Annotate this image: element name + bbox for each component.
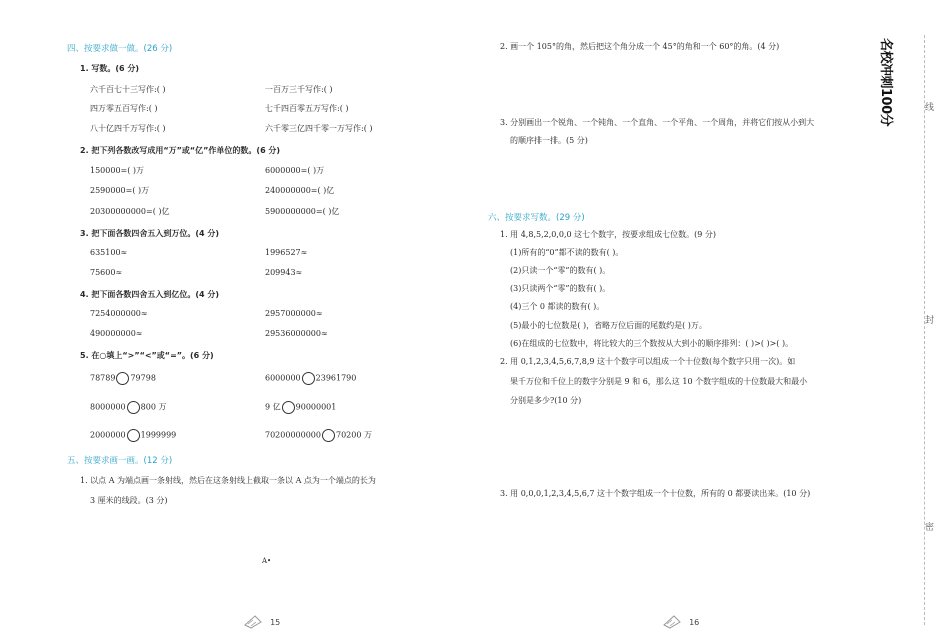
q1-item: 七千四百零五万写作:( ) (265, 104, 349, 113)
question-5-title: 5. 在○填上“>”“<”或“=”。(6 分) (80, 351, 214, 360)
q5-item (90, 401, 166, 414)
q2-item: 20300000000=( )亿 (90, 207, 170, 216)
s6q1-item: (4)三个 0 都读的数有( )。 (510, 302, 605, 311)
q2-item: 240000000=( )亿 (265, 186, 335, 195)
section-6-title: 六、按要求写数。(29 分) (488, 213, 585, 223)
q5-item (90, 429, 176, 442)
page-footer-right (662, 613, 699, 633)
question-1-title: 1. 写数。(6 分) (80, 64, 140, 73)
s5-question-1-line2: 3 厘米的线段。(3 分) (90, 496, 168, 505)
q1-item: 一百万三千写作:( ) (265, 85, 333, 94)
page-number: 15 (270, 618, 281, 627)
pencil-icon (243, 613, 265, 629)
answer-circle[interactable] (127, 429, 140, 442)
s6-question-3: 3. 用 0,0,0,1,2,3,4,5,6,7 这十个数字组成一个十位数，所有的 0 都要读出来。(10 分) (500, 489, 811, 498)
q5-item (265, 429, 372, 442)
q5-right-value: 800 万 (140, 402, 167, 412)
s6-question-2-line3: 分别是多少?(10 分) (510, 396, 582, 405)
q5-left-value: 2000000 (90, 430, 126, 440)
q4-item: 29536000000≈ (265, 329, 328, 338)
r-question-2: 2. 画一个 105°的角，然后把这个角分成一个 45°的角和一个 60°的角。(4 分) (500, 42, 780, 51)
q3-item: 75600≈ (90, 268, 123, 277)
q1-item: 六千百七十三写作:( ) (90, 85, 166, 94)
answer-circle[interactable] (116, 372, 129, 385)
s6q1-item: (6)在组成的七位数中，将比较大的三个数按从大到小的顺序排列：( )>( )>( )。 (510, 339, 794, 348)
section-5-title: 五、按要求画一画。(12 分) (67, 456, 173, 466)
q5-left-value: 9 亿 (265, 402, 281, 412)
binding-char: 密 (925, 523, 935, 533)
q3-item: 209943≈ (265, 268, 303, 277)
s6-question-1-title: 1. 用 4,8,5,2,0,0,0 这七个数字，按要求组成七位数。(9 分) (500, 230, 717, 239)
q1-item: 八十亿四千万写作:( ) (90, 124, 166, 133)
q5-right-value: 23961790 (315, 373, 357, 383)
s6q1-item: (2)只读一个“零”的数有( )。 (510, 266, 611, 275)
answer-circle[interactable] (302, 372, 315, 385)
q5-item (90, 372, 156, 385)
answer-circle[interactable] (127, 401, 140, 414)
binding-char: 线 (925, 103, 935, 113)
q4-item: 490000000≈ (90, 329, 143, 338)
q2-item: 6000000=( )万 (265, 166, 325, 175)
q5-right-value: 1999999 (140, 430, 177, 440)
q5-item (265, 401, 336, 414)
q2-item: 5900000000=( )亿 (265, 207, 340, 216)
point-a-label: A• (262, 557, 272, 565)
q5-left-value: 6000000 (265, 373, 301, 383)
q2-item: 2590000=( )万 (90, 186, 150, 195)
q5-left-value: 78789 (90, 373, 116, 383)
r-question-3-line2: 的顺序排一排。(5 分) (510, 136, 588, 145)
q4-item: 7254000000≈ (90, 309, 148, 318)
s6q1-item: (1)所有的“0”都不读的数有( )。 (510, 248, 624, 257)
r-question-3-line1: 3. 分别画出一个锐角、一个钝角、一个直角、一个平角、一个周角，并将它们按从小到大 (500, 118, 815, 127)
page-number: 16 (689, 618, 700, 627)
s6q1-item: (3)只读两个“零”的数有( )。 (510, 284, 611, 293)
q5-left-value: 8000000 (90, 402, 126, 412)
binding-char: 封 (925, 316, 935, 326)
page-footer-left (243, 613, 280, 633)
q1-item: 六千零三亿四千零一万写作:( ) (265, 124, 373, 133)
q5-right-value: 70200 万 (336, 430, 372, 440)
question-2-title: 2. 把下列各数改写成用“万”或“亿”作单位的数。(6 分) (80, 146, 281, 155)
question-3-title: 3. 把下面各数四舍五入到万位。(4 分) (80, 229, 220, 238)
q5-right-value: 79798 (130, 373, 156, 383)
q5-right-value: 90000001 (295, 402, 337, 412)
q2-item: 150000=( )万 (90, 166, 145, 175)
q3-item: 635100≈ (90, 248, 128, 257)
s5-question-1-line1: 1. 以点 A 为端点画一条射线，然后在这条射线上截取一条以 A 点为一个端点的长为 (80, 476, 376, 485)
s6-question-2-line1: 2. 用 0,1,2,3,4,5,6,7,8,9 这十个数字可以组成一个十位数(每个数字只用一次)。如 (500, 357, 796, 366)
q5-item (265, 372, 356, 385)
binding-line (924, 35, 925, 625)
section-4-title: 四、按要求做一做。(26 分) (67, 44, 173, 54)
question-4-title: 4. 把下面各数四舍五入到亿位。(4 分) (80, 290, 220, 299)
brand-logo: 名校冲刺100分 (878, 38, 893, 127)
answer-circle[interactable] (322, 429, 335, 442)
answer-circle[interactable] (282, 401, 295, 414)
q5-left-value: 70200000000 (265, 430, 321, 440)
s6q1-item: (5)最小的七位数是( )，省略万位后面的尾数约是( )万。 (510, 321, 707, 330)
q4-item: 2957000000≈ (265, 309, 323, 318)
pencil-icon (662, 613, 684, 629)
q3-item: 1996527≈ (265, 248, 308, 257)
q1-item: 四万零五百写作:( ) (90, 104, 158, 113)
s6-question-2-line2: 果千万位和千位上的数字分别是 9 和 6，那么这 10 个数字组成的十位数最大和最小 (510, 377, 808, 386)
